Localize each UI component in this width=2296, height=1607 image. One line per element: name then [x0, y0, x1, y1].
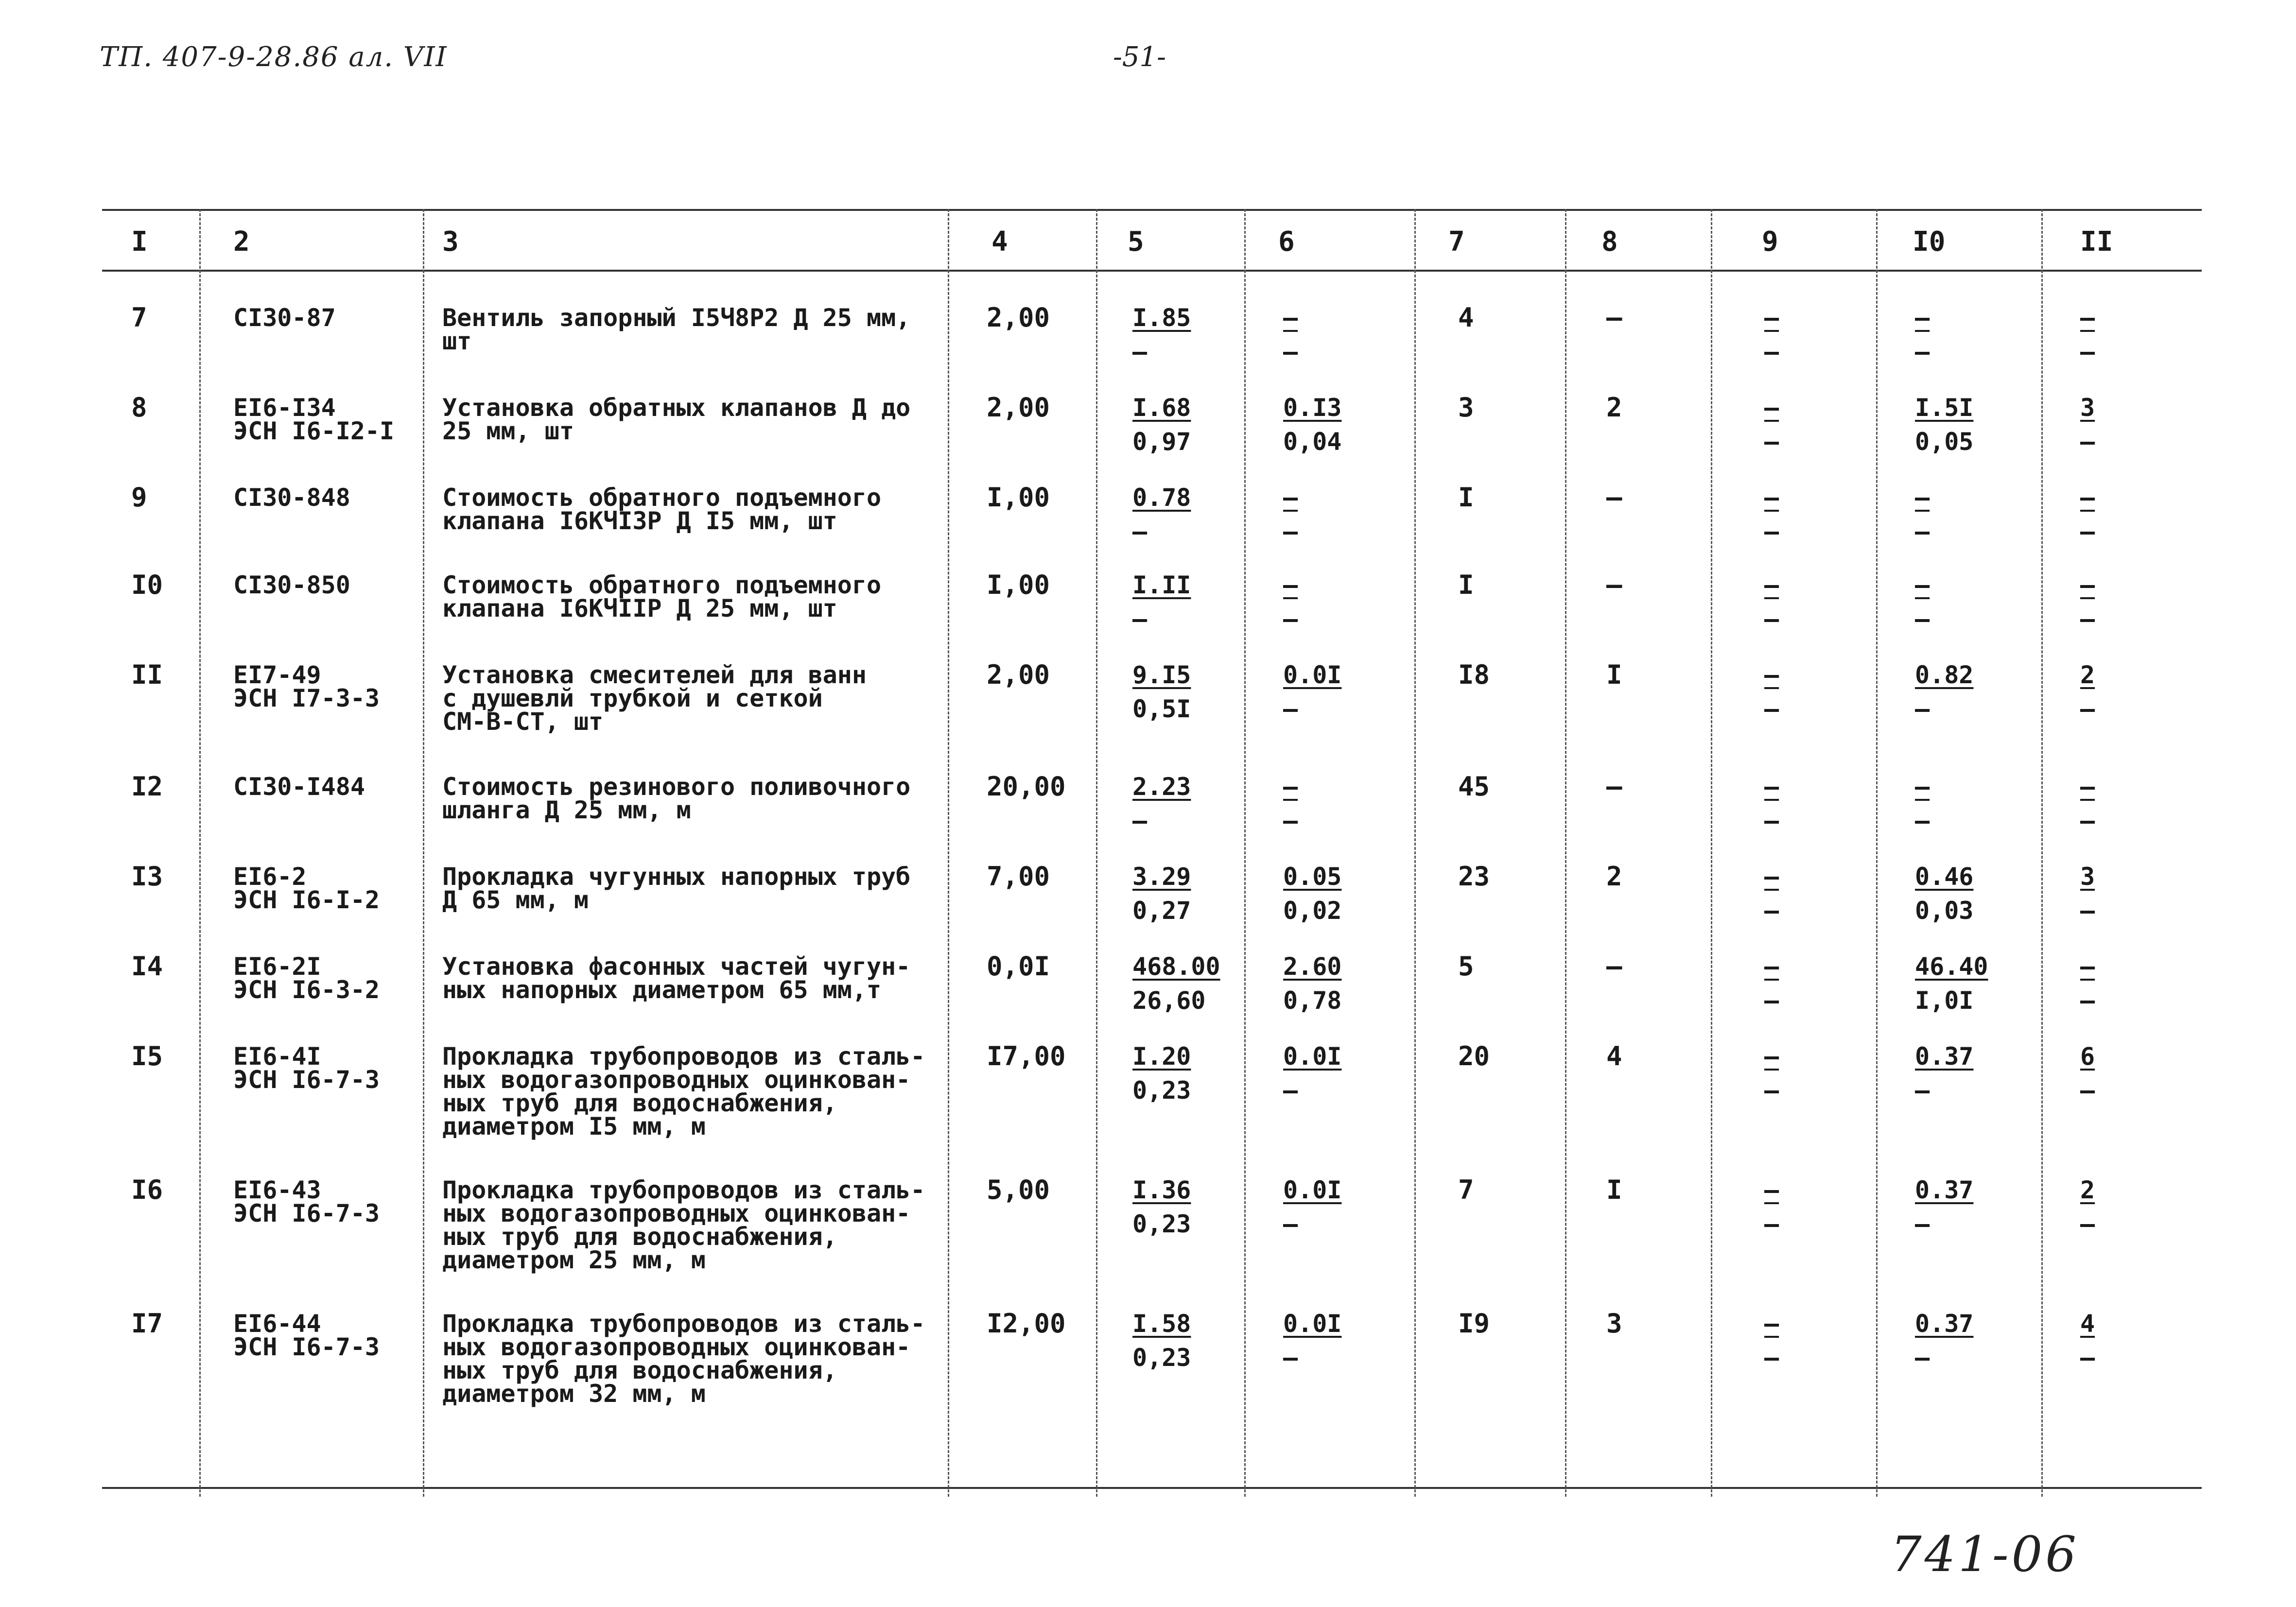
col11-value-numerator: – [2080, 571, 2095, 599]
unit-cost [1132, 573, 1191, 635]
column-header: 6 [1278, 226, 1295, 258]
column-divider [199, 209, 201, 1497]
col10-value [1915, 1312, 1973, 1373]
col11-value-numerator: 6 [2080, 1042, 2095, 1071]
col8-value: 4 [1606, 1041, 1622, 1071]
norm-code: EI6-4I ЭСН I6-7-3 [233, 1042, 380, 1094]
col11-value [2080, 1042, 2100, 1106]
column-divider [1414, 209, 1416, 1497]
col11-value-numerator: 2 [2080, 661, 2095, 689]
col10-value-denominator: – [1915, 1210, 1930, 1238]
col10-value [1915, 775, 1934, 836]
col9-value [1764, 573, 1784, 635]
estimate-table [102, 209, 2202, 1497]
col9-value [1764, 306, 1784, 367]
machine-cost [1283, 952, 1342, 1016]
col11-value-denominator: – [2080, 1344, 2095, 1372]
machine-cost-numerator: – [1283, 304, 1298, 332]
column-divider [423, 209, 424, 1497]
work-description: Прокладка чугунных напорных труб Д 65 мм, м [442, 863, 911, 914]
col10-value [1915, 573, 1934, 635]
unit-cost [1132, 775, 1191, 836]
column-header: I [131, 226, 148, 258]
col11-value-denominator: – [2080, 1210, 2095, 1238]
quantity: I,00 [987, 570, 1050, 600]
col10-value [1915, 1178, 1973, 1240]
col11-value [2080, 396, 2100, 457]
unit-cost-denominator: – [1132, 605, 1148, 633]
machine-cost-numerator: 0.0I [1283, 1042, 1342, 1071]
machine-cost-denominator: 0,02 [1283, 897, 1342, 925]
unit-cost-denominator: 0,23 [1132, 1076, 1191, 1105]
unit-cost [1132, 396, 1191, 457]
row-number: 8 [131, 392, 147, 423]
machine-cost-numerator: 0.0I [1283, 1176, 1342, 1204]
machine-cost-denominator: – [1283, 695, 1298, 723]
col9-value [1764, 1042, 1784, 1106]
unit-cost [1132, 1312, 1191, 1373]
col10-value-denominator: – [1915, 605, 1930, 633]
col10-value [1915, 306, 1934, 367]
machine-cost-numerator: 0.0I [1283, 661, 1342, 689]
header-bottom-border [102, 270, 2202, 272]
col9-value-denominator: – [1764, 1076, 1779, 1105]
col9-value-numerator: – [1764, 571, 1779, 599]
machine-cost [1283, 573, 1303, 635]
unit-cost-denominator: 0,27 [1132, 897, 1191, 925]
col9-value [1764, 663, 1784, 725]
machine-cost-denominator: – [1283, 605, 1298, 633]
col11-value-numerator: 2 [2080, 1176, 2095, 1204]
machine-cost [1283, 663, 1341, 725]
col9-value-numerator: – [1764, 484, 1779, 512]
col11-value-numerator: 3 [2080, 394, 2095, 422]
machine-cost-denominator: – [1283, 518, 1298, 546]
column-header: 8 [1601, 226, 1618, 258]
col10-value-denominator: – [1915, 338, 1930, 366]
unit-cost-numerator: I.36 [1132, 1176, 1191, 1204]
column-header: 5 [1128, 226, 1144, 258]
machine-cost [1283, 775, 1303, 836]
quantity: 7,00 [987, 861, 1050, 892]
col7-value: 4 [1458, 302, 1474, 333]
work-description: Установка обратных клапанов Д до 25 мм, шт [442, 394, 911, 445]
column-divider [1711, 209, 1712, 1497]
col11-value-denominator: – [2080, 986, 2095, 1015]
col11-value-denominator: – [2080, 518, 2095, 546]
machine-cost [1283, 1178, 1341, 1240]
col9-value [1764, 486, 1784, 547]
col9-value-denominator: – [1764, 338, 1779, 366]
col7-value: 5 [1458, 951, 1474, 982]
row-number: I4 [131, 951, 163, 982]
col9-value-denominator: – [1764, 1344, 1779, 1372]
unit-cost-numerator: I.85 [1132, 304, 1191, 332]
col8-value: I [1606, 659, 1622, 690]
work-description: Стоимость обратного подъемного клапана I6КЧIIР Д 25 мм, шт [442, 571, 882, 622]
col9-value-numerator: – [1764, 952, 1779, 981]
column-divider [1565, 209, 1566, 1497]
col11-value [2080, 952, 2100, 1016]
unit-cost [1132, 486, 1191, 547]
quantity: 2,00 [987, 302, 1050, 333]
column-divider [1096, 209, 1097, 1497]
col11-value [2080, 1312, 2100, 1373]
col11-value-numerator: – [2080, 773, 2095, 801]
norm-code: CI30-850 [233, 571, 350, 599]
col11-value [2080, 775, 2100, 836]
work-description: Стоимость резинового поливочного шланга Д 25 мм, м [442, 773, 911, 824]
col10-value [1915, 952, 1988, 1016]
work-description: Стоимость обратного подъемного клапана I6КЧI3Р Д I5 мм, шт [442, 484, 882, 535]
unit-cost-denominator: – [1132, 518, 1148, 546]
machine-cost-numerator: – [1283, 773, 1298, 801]
col7-value: I [1458, 482, 1474, 513]
col11-value-numerator: 4 [2080, 1310, 2095, 1338]
norm-code: EI6-44 ЭСН I6-7-3 [233, 1310, 380, 1361]
unit-cost-numerator: I.68 [1132, 394, 1191, 422]
col9-value-denominator: – [1764, 695, 1779, 723]
machine-cost-numerator: – [1283, 484, 1298, 512]
machine-cost-denominator: – [1283, 807, 1298, 835]
work-description: Установка фасонных частей чугун- ных напорных диаметром 65 мм,т [442, 952, 911, 1004]
machine-cost [1283, 865, 1341, 926]
col7-value: 3 [1458, 392, 1474, 423]
col11-value-denominator: – [2080, 807, 2095, 835]
machine-cost-numerator: 0.I3 [1283, 394, 1342, 422]
col9-value-numerator: – [1764, 304, 1779, 332]
column-header: 9 [1762, 226, 1778, 258]
machine-cost-numerator: 0.0I [1283, 1310, 1342, 1338]
unit-cost-denominator: – [1132, 338, 1148, 366]
col10-value-numerator: 0.82 [1915, 661, 1974, 689]
unit-cost [1132, 1042, 1191, 1106]
col8-value: I [1606, 1175, 1622, 1205]
machine-cost [1283, 306, 1303, 367]
work-description: Вентиль запорный I5Ч8Р2 Д 25 мм, шт [442, 304, 911, 355]
machine-cost [1283, 1042, 1342, 1106]
col10-value [1915, 396, 1973, 457]
col9-value-denominator: – [1764, 897, 1779, 925]
unit-cost-numerator: 468.00 [1132, 952, 1220, 981]
quantity: 2,00 [987, 659, 1050, 690]
col11-value-denominator: – [2080, 338, 2095, 366]
col9-value-numerator: – [1764, 1042, 1779, 1071]
col9-value [1764, 1178, 1784, 1240]
col11-value-denominator: – [2080, 605, 2095, 633]
col10-value-denominator: – [1915, 807, 1930, 835]
column-divider [2041, 209, 2043, 1497]
unit-cost-numerator: 2.23 [1132, 773, 1191, 801]
quantity: 20,00 [987, 771, 1066, 802]
col11-value-denominator: – [2080, 428, 2095, 456]
col10-value-numerator: 0.37 [1915, 1310, 1974, 1338]
work-description: Прокладка трубопроводов из сталь- ных водогазопроводных оцинкован- ных труб для водоснабжения, диаметром 32 мм, м [442, 1310, 925, 1408]
col7-value: 45 [1458, 771, 1490, 802]
col11-value-denominator: – [2080, 897, 2095, 925]
col11-value [2080, 1178, 2100, 1240]
machine-cost [1283, 396, 1341, 457]
work-description: Прокладка трубопроводов из сталь- ных водогазопроводных оцинкован- ных труб для водоснабжения, диаметром I5 мм, м [442, 1042, 925, 1140]
column-header: 7 [1448, 226, 1465, 258]
column-header: 3 [442, 226, 459, 258]
col8-value: – [1606, 771, 1622, 802]
col11-value [2080, 865, 2100, 926]
col7-value: I8 [1458, 659, 1490, 690]
machine-cost-numerator: – [1283, 571, 1298, 599]
quantity: 2,00 [987, 392, 1050, 423]
unit-cost [1132, 1178, 1191, 1240]
column-header: 4 [991, 226, 1008, 258]
unit-cost-numerator: 9.I5 [1132, 661, 1191, 689]
col8-value: – [1606, 570, 1622, 600]
work-description: Установка смесителей для ванн с душевлй трубкой и сеткой СМ-В-СТ, шт [442, 661, 867, 736]
col9-value [1764, 396, 1784, 457]
col11-value [2080, 573, 2100, 635]
machine-cost-numerator: 0.05 [1283, 863, 1342, 891]
quantity: I,00 [987, 482, 1050, 513]
unit-cost-numerator: I.58 [1132, 1310, 1191, 1338]
machine-cost [1283, 1312, 1341, 1373]
col7-value: 23 [1458, 861, 1490, 892]
archive-number: 741-06 [1891, 1526, 2079, 1583]
table-bottom-border [102, 1487, 2202, 1489]
col9-value-numerator: – [1764, 1176, 1779, 1204]
machine-cost-numerator: 2.60 [1283, 952, 1342, 981]
col10-value-denominator: 0,03 [1915, 897, 1974, 925]
document-code: ТП. 407-9-28.86 ал. VII [100, 41, 448, 73]
column-divider [948, 209, 949, 1497]
col10-value-numerator: 0.37 [1915, 1042, 1974, 1071]
quantity: 0,0I [987, 951, 1050, 982]
col9-value-numerator: – [1764, 1310, 1779, 1338]
col8-value: 2 [1606, 861, 1622, 892]
col11-value [2080, 663, 2100, 725]
col10-value-numerator: 0.37 [1915, 1176, 1974, 1204]
row-number: I5 [131, 1041, 163, 1071]
col9-value-denominator: – [1764, 986, 1779, 1015]
col9-value [1764, 952, 1784, 1016]
unit-cost-numerator: I.20 [1132, 1042, 1191, 1071]
norm-code: EI6-2 ЭСН I6-I-2 [233, 863, 380, 914]
col9-value [1764, 775, 1784, 836]
col10-value-denominator: I,0I [1915, 986, 1974, 1015]
work-description: Прокладка трубопроводов из сталь- ных водогазопроводных оцинкован- ных труб для водоснабжения, диаметром 25 мм, м [442, 1176, 925, 1274]
col10-value [1915, 865, 1973, 926]
column-divider [1244, 209, 1246, 1497]
column-header: II [2080, 226, 2113, 258]
col10-value-numerator: 0.46 [1915, 863, 1974, 891]
machine-cost-denominator: 0,78 [1283, 986, 1342, 1015]
col8-value: – [1606, 482, 1622, 513]
col10-value [1915, 1042, 1974, 1106]
row-number: 9 [131, 482, 147, 513]
col10-value [1915, 486, 1934, 547]
unit-cost [1132, 865, 1191, 926]
col9-value-numerator: – [1764, 394, 1779, 422]
col9-value [1764, 1312, 1784, 1373]
unit-cost-denominator: – [1132, 807, 1148, 835]
col10-value-numerator: – [1915, 571, 1930, 599]
col8-value: 3 [1606, 1308, 1622, 1339]
machine-cost-denominator: – [1283, 338, 1298, 366]
row-number: II [131, 659, 163, 690]
col10-value-denominator: 0,05 [1915, 428, 1974, 456]
col8-value: – [1606, 951, 1622, 982]
col9-value-numerator: – [1764, 773, 1779, 801]
machine-cost [1283, 486, 1303, 547]
unit-cost [1132, 952, 1220, 1016]
col7-value: 20 [1458, 1041, 1490, 1071]
col8-value: – [1606, 302, 1622, 333]
col7-value: I9 [1458, 1308, 1490, 1339]
col10-value-denominator: – [1915, 1076, 1930, 1105]
col10-value-numerator: I.5I [1915, 394, 1974, 422]
col10-value-numerator: – [1915, 304, 1930, 332]
col9-value-denominator: – [1764, 807, 1779, 835]
norm-code: EI6-2I ЭСН I6-3-2 [233, 952, 380, 1004]
machine-cost-denominator: 0,04 [1283, 428, 1342, 456]
row-number: I6 [131, 1175, 163, 1205]
machine-cost-denominator: – [1283, 1076, 1298, 1105]
col11-value-numerator: 3 [2080, 863, 2095, 891]
norm-code: EI6-I34 ЭСН I6-I2-I [233, 394, 395, 445]
col7-value: I [1458, 570, 1474, 600]
norm-code: CI30-I484 [233, 773, 365, 801]
col11-value-denominator: – [2080, 1076, 2095, 1105]
row-number: 7 [131, 302, 147, 333]
norm-code: CI30-848 [233, 484, 350, 512]
col10-value-denominator: – [1915, 1344, 1930, 1372]
col7-value: 7 [1458, 1175, 1474, 1205]
col9-value-numerator: – [1764, 863, 1779, 891]
col10-value-denominator: – [1915, 695, 1930, 723]
col10-value-numerator: – [1915, 773, 1930, 801]
column-header: 2 [233, 226, 250, 258]
col9-value-denominator: – [1764, 428, 1779, 456]
norm-code: CI30-87 [233, 304, 336, 332]
quantity: 5,00 [987, 1175, 1050, 1205]
row-number: I3 [131, 861, 163, 892]
column-divider [1876, 209, 1878, 1497]
column-header: I0 [1913, 226, 1946, 258]
col10-value-denominator: – [1915, 518, 1930, 546]
col10-value-numerator: – [1915, 484, 1930, 512]
unit-cost-denominator: 0,5I [1132, 695, 1191, 723]
row-number: I7 [131, 1308, 163, 1339]
unit-cost [1132, 306, 1191, 367]
col9-value-denominator: – [1764, 605, 1779, 633]
col11-value-denominator: – [2080, 695, 2095, 723]
col10-value [1915, 663, 1973, 725]
unit-cost-denominator: 0,23 [1132, 1210, 1191, 1238]
col11-value-numerator: – [2080, 952, 2095, 981]
unit-cost-denominator: 0,23 [1132, 1344, 1191, 1372]
col11-value [2080, 486, 2100, 547]
table-top-border [102, 209, 2202, 211]
col10-value-numerator: 46.40 [1915, 952, 1988, 981]
unit-cost-denominator: 26,60 [1132, 986, 1206, 1015]
page-number: -51- [1113, 41, 1166, 73]
unit-cost-numerator: I.II [1132, 571, 1191, 599]
machine-cost-denominator: – [1283, 1344, 1298, 1372]
machine-cost-denominator: – [1283, 1210, 1298, 1238]
quantity: I2,00 [987, 1308, 1066, 1339]
col9-value-denominator: – [1764, 518, 1779, 546]
col11-value-numerator: – [2080, 484, 2095, 512]
row-number: I2 [131, 771, 163, 802]
col8-value: 2 [1606, 392, 1622, 423]
col11-value-numerator: – [2080, 304, 2095, 332]
row-number: I0 [131, 570, 163, 600]
col11-value [2080, 306, 2100, 367]
unit-cost [1132, 663, 1191, 725]
unit-cost-numerator: 3.29 [1132, 863, 1191, 891]
norm-code: EI7-49 ЭСН I7-3-3 [233, 661, 380, 712]
col9-value-denominator: – [1764, 1210, 1779, 1238]
quantity: I7,00 [987, 1041, 1066, 1071]
unit-cost-numerator: 0.78 [1132, 484, 1191, 512]
col9-value-numerator: – [1764, 661, 1779, 689]
unit-cost-denominator: 0,97 [1132, 428, 1191, 456]
col9-value [1764, 865, 1784, 926]
norm-code: EI6-43 ЭСН I6-7-3 [233, 1176, 380, 1227]
